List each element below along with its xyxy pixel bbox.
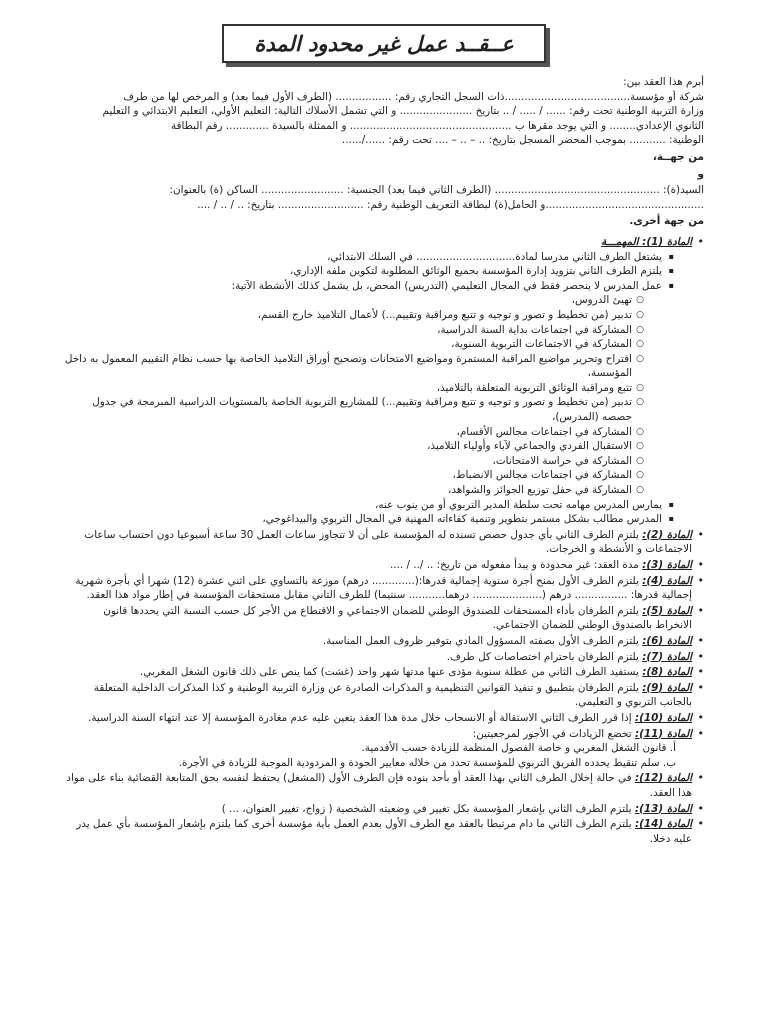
list-item: ○ اقتراح وتحرير مواضيع المراقبة المستمرة ومواضيع الامتحانات وتصحيح أوراق التلاميذ الخاصة بها حسب نظام التقييم المعمول به داخل المؤسسة، xyxy=(64,352,644,381)
first-party-line-1: شركة أو مؤسسة......................................ذات السجل التجاري رقم: ................. (الطرف الأول فيما بعد) و المرخص لها من طرف xyxy=(123,90,704,103)
article-body: في حالة إخلال الطرف الثاني بهذا العقد أو بأحد بنوده فإن الطرف الأول (المشغل) يحتفظ لنفسه بحق المتابعة القضائية بناء على مواد هذا العقد. xyxy=(66,772,692,799)
list-item: ○ المشاركة في الاجتماعات التربوية السنوية، xyxy=(64,337,644,352)
article-title: المادة (3): xyxy=(642,559,692,571)
and-separator: و xyxy=(697,167,704,180)
article-4 xyxy=(64,574,704,603)
article-body: مدة العقد: غير محدودة و يبدأ مفعوله من تاريخ: .. /.. / .... xyxy=(389,559,639,571)
list-item xyxy=(64,279,674,498)
article-8 xyxy=(64,665,704,680)
contract-page xyxy=(64,24,704,847)
list-item: ○ تدبير (من تخطيط و تصور و توجيه و تتبع ومراقبة وتقييم...) للمشاريع التربوية الخاصة بالمستويات الدراسية المبرمجة في جدول حصصه (المدرس)، xyxy=(64,395,644,424)
activities-list xyxy=(64,293,662,497)
list-item: ▪ يمارس المدرس مهامه تحت سلطة المدير التربوي أو من ينوب عنه، xyxy=(64,498,674,513)
list-item: ▪ يشتغل الطرف الثاني مدرسا لمادة.............................. في السلك الابتدائي، xyxy=(64,250,674,265)
first-party-line-4: الوطنية: ........... بموجب المحضر المسجل بتاريخ: .. – .. – .... تحت رقم: ....../...... xyxy=(341,134,704,147)
list-item: ▪ المدرس مطالب بشكل مستمر بتطوير وتنمية كفاءاته المهنية في المجال التربوي والبيداغوجي، xyxy=(64,512,674,527)
article-body: يستفيد الطرف الثاني من عطلة سنوية مؤدى عنها مدتها شهر واحد (غشت) كما ينص على ذلك قانون الشغل المغربي. xyxy=(139,666,639,679)
article-9 xyxy=(64,681,704,710)
article-body: إذا قرر الطرف الثاني الاستقالة أو الانسحاب خلال مدة هذا العقد يتعين عليه عدم مغادرة المؤسسة إلا عند انتهاء السنة الدراسية. xyxy=(88,711,632,724)
article-title: المادة (8): xyxy=(642,666,692,679)
list-item: ب. سلم تنقيط يحدده الفريق التربوي للمؤسسة تحدد من خلاله معايير الجودة و المردودية الموجبة للزيادة في الأجرة. xyxy=(178,756,676,769)
article-body: يلتزم الطرف الأول بمنح أجرة سنوية إجمالية قدرها:(............. درهم) موزعة بالتساوي على اثني عشرة (12) شهرا أي بأجرة شهرية إجمالية قدرها: ................ درهم (..................... درهما........... سنتيما) للطرف الثاني مقابل مستحقات المؤسسة في إطار مواد هذا العقد. xyxy=(75,574,692,602)
article-7 xyxy=(64,650,704,665)
article-11-items xyxy=(64,741,692,770)
article-12 xyxy=(64,771,704,800)
list-item: ○ الاستقبال الفردي والجماعي لآباء وأولياء التلاميذ، xyxy=(64,439,644,454)
list-item: ○ تتبع ومراقبة الوثائق التربوية المتعلقة بالتلاميذ، xyxy=(64,381,644,396)
article-10 xyxy=(64,711,704,726)
second-party-line-2: ................................................و الحامل(ة) لبطاقة التعريف الوطنية رقم: .......................... بتاريخ: .. / .. / .... xyxy=(197,198,704,211)
articles-list xyxy=(64,235,704,846)
article-title: المادة (2): xyxy=(642,528,692,541)
article-body: يلتزم الطرفان بتطبيق و تنفيذ القوانين التنظيمية و المذكرات الصادرة عن وزارة التربية الوطنية و كذا المذكرات الداخلية المتعلقة بالجانب التربوي و التعليمي. xyxy=(93,681,692,709)
article-body: يلتزم الطرفان باحترام اختصاصات كل طرف. xyxy=(446,650,639,663)
article-body: يلتزم الطرف الثاني ما دام مرتبطا بالعقد مع الطرف الأول بعدم العمل بأية مؤسسة أخرى كما يلتزم بإشعار المؤسسة بأي عمل يدر عليه دخلا. xyxy=(76,818,692,845)
list-item: ○ تهيئ الدروس، xyxy=(64,293,644,308)
article-title: المادة (9): xyxy=(642,681,692,694)
article-body: يلتزم الطرف الثاني بإشعار المؤسسة بكل تغيير في وضعيته الشخصية ( زواج، تغيير العنوان، ... ) xyxy=(221,802,632,815)
second-party-line-1: السيد(ة): .................................................. (الطرف الثاني فيما بعد) الجنسية: ......................... الساكن (ة) بالعنوان: xyxy=(169,184,704,197)
article-2 xyxy=(64,528,704,557)
article-1-items xyxy=(64,250,692,527)
article-title: المادة (5): xyxy=(642,604,692,617)
article-14 xyxy=(64,817,704,846)
article-body: يلتزم الطرف الثاني بأي جدول حصص تسنده له المؤسسة على أن لا تتجاوز ساعات العمل 30 ساعة أسبوعيا دون احتساب ساعات الاجتماعات و الأنشطة و الخرجات. xyxy=(84,528,692,556)
article-body: يلتزم الطرفان بأداء المستحقات للصندوق الوطني للضمان الاجتماعي و الاقتطاع من الأجر كل حسب النسبة التي يحددها قانون الانخراط بالصندوق الوطني للضمان الاجتماعي. xyxy=(103,604,692,632)
from-side-1: من جهــة، xyxy=(652,150,704,163)
article-6 xyxy=(64,634,704,649)
article-body: تخضع الزيادات في الأجور لمرجعيتين: xyxy=(472,727,632,740)
article-title: المادة (6): xyxy=(642,634,692,647)
article-13 xyxy=(64,802,704,817)
document-title: عــقــد عمل غير محدود المدة xyxy=(222,24,546,63)
article-title: المادة (12): xyxy=(634,772,692,785)
article-title: المادة (11): xyxy=(634,727,692,740)
list-item: أ. قانون الشغل المغربي و خاصة الفصول المنظمة للزيادة حسب الأقدمية. xyxy=(361,742,676,755)
list-item: ○ المشاركة في اجتماعات مجالس الأقسام، xyxy=(64,425,644,440)
article-title: المادة (4): xyxy=(642,574,692,587)
article-5 xyxy=(64,604,704,633)
activities-intro: عمل المدرس لا ينحصر فقط في المجال التعليمي (التدريس) المحض، بل يشمل كذلك الأنشطة الآتية: xyxy=(231,279,662,292)
article-1 xyxy=(64,235,704,527)
article-title: المادة (13): xyxy=(634,802,692,815)
list-item: ○ تدبير (من تخطيط و تصور و توجيه و تتبع ومراقبة وتقييم...) لأعمال التلاميذ خارج القسم، xyxy=(64,308,644,323)
first-party-line-2: وزارة التربية الوطنية تحت رقم: ...... / ..... / .. بتاريخ ...................... و التي تشمل الأسلاك التالية: التعليم الأولي، التعليم الابتدائي و التعليم xyxy=(102,105,704,118)
list-item: ○ المشاركة في حفل توزيع الجوائز والشواهد، xyxy=(64,483,644,498)
list-item: ○ المشاركة في حراسة الامتحانات، xyxy=(64,454,644,469)
parties-section xyxy=(64,75,704,229)
article-title: المادة (7): xyxy=(642,650,692,663)
article-title: المادة (14): xyxy=(634,818,692,831)
list-item: ○ المشاركة في اجتماعات بداية السنة الدراسية، xyxy=(64,323,644,338)
list-item: ○ المشاركة في اجتماعات مجالس الانضباط، xyxy=(64,468,644,483)
from-side-2: من جهة أخرى. xyxy=(629,215,704,228)
list-item: ▪ يلتزم الطرف الثاني بتزويد إدارة المؤسسة بجميع الوثائق المطلوبة لتكوين ملفه الإداري، xyxy=(64,264,674,279)
contract-intro: أبرم هذا العقد بين: xyxy=(623,76,704,88)
article-3 xyxy=(64,558,704,573)
article-body: يلتزم الطرف الأول بصفته المسؤول المادي بتوفير ظروف العمل المناسبة. xyxy=(322,634,639,647)
article-title: المادة (1): المهمـــة xyxy=(601,235,692,248)
first-party-line-3: الثانوي الإعدادي........ و التي يوجد مقرها ب ................................................. و الممثلة بالسيدة ............. رقم البطاقة xyxy=(170,119,704,132)
article-title: المادة (10): xyxy=(634,711,692,724)
article-11 xyxy=(64,727,704,771)
